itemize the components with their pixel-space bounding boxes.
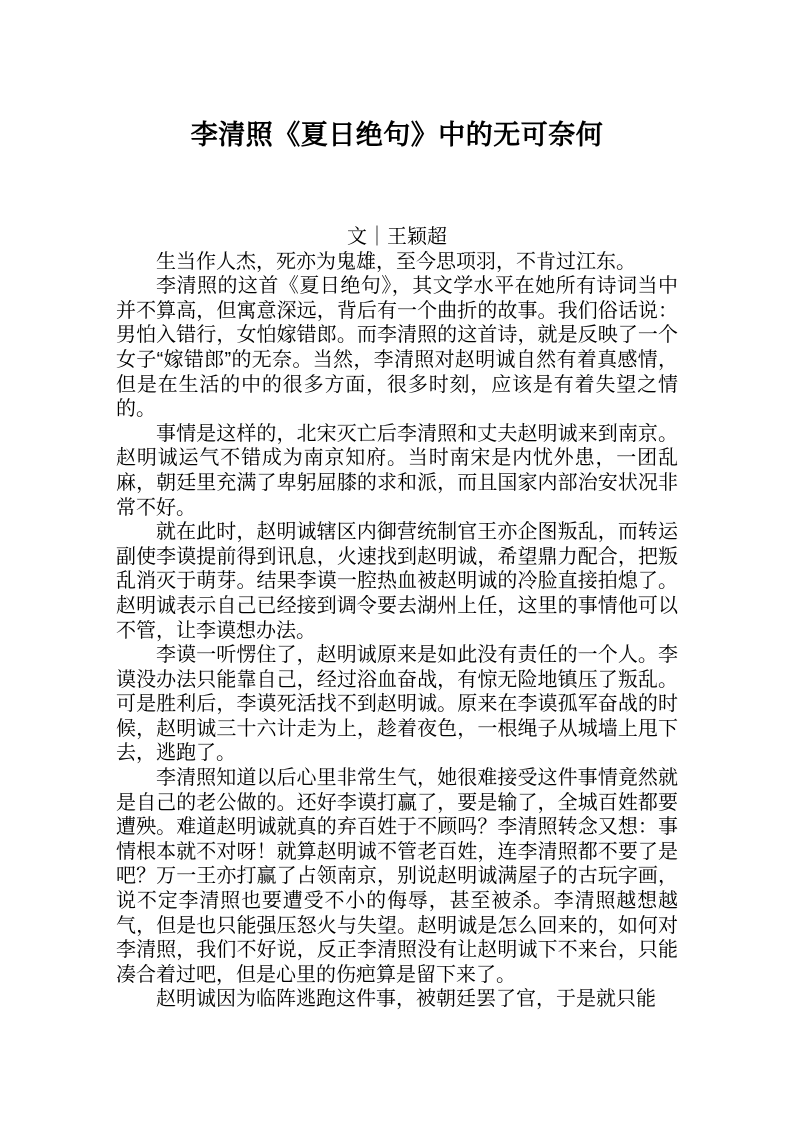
paragraph: 李清照的这首《夏日绝句》，其文学水平在她所有诗词当中并不算高，但寓意深远，背后有一个曲折的故事。我们俗话说：男怕入错行，女怕嫁错郎。而李清照的这首诗，就是反映了一个女子“嫁错郎”的无奈。当然，李清照对赵明诚自然有着真感情，但是在生活的中的很多方面，很多时刻，应该是有着失望之情的。 [116,275,678,421]
paragraph: 就在此时，赵明诚辖区内御营统制官王亦企图叛乱，而转运副使李谟提前得到讯息，火速找到赵明诚，希望鼎力配合，把叛乱消灭于萌芽。结果李谟一腔热血被赵明诚的冷脸直接拍熄了。赵明诚表示自己已经接到调令要去湖州上任，这里的事情他可以不管，让李谟想办法。 [116,521,678,642]
paragraph: 李谟一听愣住了，赵明诚原来是如此没有责任的一个人。李谟没办法只能靠自己，经过浴血奋战，有惊无险地镇压了叛乱。可是胜利后，李谟死活找不到赵明诚。原来在李谟孤军奋战的时候，赵明诚三十六计走为上，趁着夜色，一根绳子从城墙上甩下去，逃跑了。 [116,644,678,765]
paragraph-poem-quote: 生当作人杰，死亦为鬼雄，至今思项羽，不肯过江东。 [156,250,636,273]
paragraph: 李清照知道以后心里非常生气，她很难接受这件事情竟然就是自己的老公做的。还好李谟打赢了，要是输了，全城百姓都要遭殃。难道赵明诚就真的弃百姓于不顾吗？李清照转念又想：事情根本就不对呀！就算赵明诚不管老百姓，连李清照都不要了是吧？万一王亦打赢了占领南京，别说赵明诚满屋子的古玩字画，说不定李清照也要遭受不小的侮辱，甚至被杀。李清照越想越气，但是也只能强压怒火与失望。赵明诚是怎么回来的，如何对李清照，我们不好说，反正李清照没有让赵明诚下不来台，只能凑合着过吧，但是心里的伤疤算是留下来了。 [116,767,678,986]
byline: 文｜王颖超 [347,226,447,248]
paragraph-truncated-at-page-break: 赵明诚因为临阵逃跑这件事，被朝廷罢了官，于是就只能 [156,988,656,1011]
paragraph: 事情是这样的，北宋灭亡后李清照和丈夫赵明诚来到南京。赵明诚运气不错成为南京知府。当时南宋是内忧外患，一团乱麻，朝廷里充满了卑躬屈膝的求和派，而且国家内部治安状况非常不好。 [116,422,678,519]
document-title: 李清照《夏日绝句》中的无可奈何 [190,120,604,150]
document-body [0,250,794,1012]
